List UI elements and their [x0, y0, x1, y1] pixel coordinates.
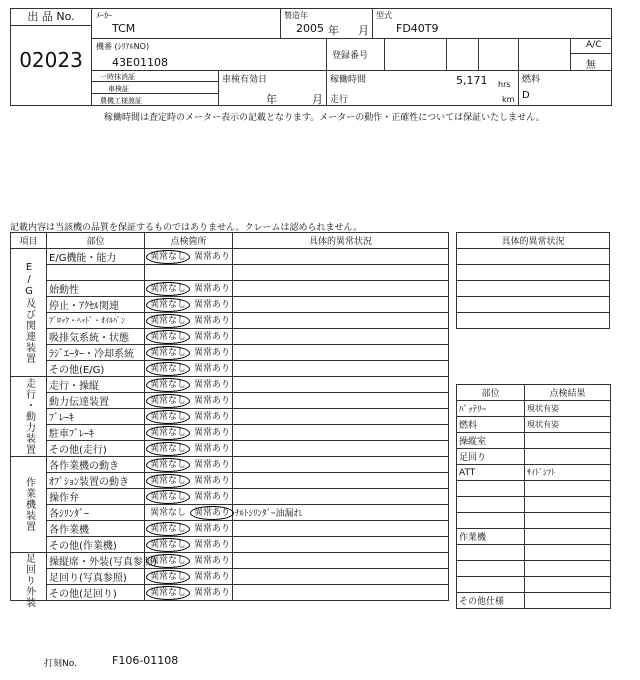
column-header: 点検箇所: [145, 233, 233, 249]
result-cell: [525, 577, 611, 593]
detail-cell: [233, 537, 449, 553]
part-cell: E/G機能・能力: [47, 249, 145, 265]
ng-option[interactable]: 異常あり: [190, 506, 234, 520]
ok-option[interactable]: 異常なし: [146, 314, 190, 328]
result-cell: [525, 433, 611, 449]
part-cell: 駐車ﾌﾞﾚｰｷ: [47, 425, 145, 441]
detail-cell: [233, 585, 449, 601]
part-cell: ｵﾌﾟｼｮﾝ装置の動き: [47, 473, 145, 489]
part-cell: ﾗｼﾞｴｰﾀｰ・冷却系統: [47, 345, 145, 361]
check-cell: [145, 377, 233, 393]
hours-label: 稼働時間: [330, 75, 367, 85]
result-cell: [525, 449, 611, 465]
ok-option[interactable]: 異常なし: [146, 442, 190, 456]
table-row: [11, 313, 449, 329]
part-cell: ﾊﾞｯﾃﾘｰ: [457, 401, 525, 417]
part-cell: その他(作業機): [47, 537, 145, 553]
part-cell: ﾌﾞﾛｯｸ・ﾍｯﾄﾞ・ｵｲﾙﾊﾟﾝ: [47, 313, 145, 329]
table-header-row: [11, 233, 449, 249]
detail-cell: [233, 425, 449, 441]
column-header: 部位: [457, 385, 525, 401]
result-cell: ｻｲﾄﾞｼﾌﾄ: [525, 465, 611, 481]
part-cell: [457, 577, 525, 593]
ok-option[interactable]: 異常なし: [146, 282, 190, 296]
result-cell: 現状有姿: [525, 417, 611, 433]
table-row: [11, 377, 449, 393]
divider: [518, 70, 519, 106]
ng-option[interactable]: 異常あり: [194, 427, 231, 438]
part-cell: 始動性: [47, 281, 145, 297]
check-cell: [145, 441, 233, 457]
part-cell: [457, 561, 525, 577]
table-row: [11, 553, 449, 569]
table-row: [457, 249, 610, 265]
ok-option[interactable]: 異常なし: [146, 410, 190, 424]
check-cell: [145, 569, 233, 585]
check-cell: [145, 313, 233, 329]
table-row: [11, 521, 449, 537]
model-label: 型式: [376, 11, 392, 20]
divider: [326, 38, 327, 70]
divider: [570, 38, 571, 70]
detail-cell: [233, 457, 449, 473]
table-row: [11, 585, 449, 601]
detail-cell: [233, 521, 449, 537]
ok-option[interactable]: 異常なし: [146, 458, 190, 472]
table-header-row: [457, 233, 610, 249]
table-row: [457, 313, 610, 329]
ok-option[interactable]: 異常なし: [146, 378, 190, 392]
part-cell: [457, 545, 525, 561]
detail-cell: [233, 361, 449, 377]
part-cell: 作業機: [457, 529, 525, 545]
header-row2-line: [92, 70, 612, 71]
table-row: [457, 561, 611, 577]
ng-option[interactable]: 異常あり: [194, 475, 231, 486]
table-row: [11, 329, 449, 345]
table-row: [11, 361, 449, 377]
detail-cell: [233, 569, 449, 585]
part-cell: [457, 513, 525, 529]
detail-cell: [233, 489, 449, 505]
check-cell: [145, 473, 233, 489]
part-cell: 操作弁: [47, 489, 145, 505]
detail-cell: [233, 441, 449, 457]
detail-cell: [233, 393, 449, 409]
stamp-label: 打刻No.: [44, 659, 77, 669]
group-label: 作業機装置: [11, 457, 47, 553]
result-cell: [525, 545, 611, 561]
detail-cell: [457, 281, 610, 297]
result-cell: [525, 529, 611, 545]
table-row: [457, 417, 611, 433]
result-cell: 現状有姿: [525, 401, 611, 417]
maker-label: ﾒｰｶｰ: [96, 11, 112, 20]
detail-cell: [233, 249, 449, 265]
serial-value: 43E01108: [112, 56, 168, 69]
detail-cell: [457, 297, 610, 313]
check-cell: [145, 537, 233, 553]
ng-option[interactable]: 異常あり: [194, 331, 231, 342]
ok-option[interactable]: 異常なし: [146, 570, 190, 584]
check-cell: [145, 505, 233, 521]
km-unit: km: [502, 95, 515, 104]
ng-option[interactable]: 異常あり: [194, 315, 231, 326]
ok-option[interactable]: 異常なし: [146, 538, 190, 552]
table-row: [11, 489, 449, 505]
check-cell: [145, 409, 233, 425]
ok-option[interactable]: 異常なし: [146, 250, 190, 264]
part-cell: 各ｼﾘﾝﾀﾞｰ: [47, 505, 145, 521]
table-row: [457, 281, 610, 297]
part-cell: ATT: [457, 465, 525, 481]
divider: [384, 38, 385, 70]
ok-option[interactable]: 異常なし: [146, 490, 190, 504]
inspection-label: 車検有効日: [222, 75, 268, 85]
part-cell: [47, 265, 145, 281]
inspection-result-table: [456, 384, 611, 609]
detail-cell: [457, 313, 610, 329]
check-cell: [145, 457, 233, 473]
abnormal-detail-table: [456, 232, 610, 329]
ok-option[interactable]: 異常なし: [146, 346, 190, 360]
part-cell: その他(E/G): [47, 361, 145, 377]
ok-option[interactable]: 異常なし: [146, 330, 190, 344]
ng-option[interactable]: 異常あり: [194, 411, 231, 422]
table-row: [457, 545, 611, 561]
hours-note: 稼働時間は査定時のメーター表示の記載となります。メーターの動作・正確性については保証いたしません。: [104, 113, 545, 123]
ok-option[interactable]: 異常なし: [146, 426, 190, 440]
table-row: [11, 569, 449, 585]
part-cell: 各作業機の動き: [47, 457, 145, 473]
divider: [446, 38, 447, 70]
check-cell: [145, 521, 233, 537]
fuel-value: D: [522, 90, 530, 101]
table-row: [457, 265, 610, 281]
ng-option[interactable]: 異常あり: [194, 379, 231, 390]
table-row: [457, 449, 611, 465]
ac-label: A/C: [586, 40, 602, 50]
table-row: [11, 457, 449, 473]
table-row: [11, 537, 449, 553]
part-cell: 走行・操縦: [47, 377, 145, 393]
part-cell: その他仕様: [457, 593, 525, 609]
ok-option[interactable]: 異常なし: [146, 362, 190, 376]
divider: [518, 38, 519, 70]
column-header: 具体的異常状況: [233, 233, 449, 249]
travel-label: 走行: [330, 95, 349, 105]
ng-option[interactable]: 異常あり: [194, 539, 231, 550]
insp-month-unit: 月: [312, 93, 323, 106]
inspection-table: [10, 232, 449, 608]
serial-label: 機番 (ｼﾘｱﾙNO): [96, 42, 150, 51]
ng-option[interactable]: 異常あり: [194, 555, 231, 566]
check-cell: [145, 393, 233, 409]
check-cell: [145, 489, 233, 505]
ng-option[interactable]: 異常あり: [194, 571, 231, 582]
model-value: FD40T9: [396, 22, 439, 35]
table-row: [11, 441, 449, 457]
ok-option[interactable]: 異常なし: [146, 394, 190, 408]
check-cell: [145, 297, 233, 313]
divider: [570, 53, 612, 54]
part-cell: 足回り(写真参照): [47, 569, 145, 585]
ok-option[interactable]: 異常なし: [146, 554, 190, 568]
ng-option[interactable]: 異常あり: [194, 523, 231, 534]
table-row: [11, 473, 449, 489]
ok-option[interactable]: 異常なし: [146, 474, 190, 488]
disclaimer: 記載内容は当該機の品質を保証するものではありません。クレームは認められません。: [10, 223, 363, 233]
detail-cell: [233, 409, 449, 425]
table-row: [457, 577, 611, 593]
divider: [372, 8, 373, 38]
part-cell: 操縦室: [457, 433, 525, 449]
detail-cell: [233, 297, 449, 313]
divider: [326, 70, 327, 106]
table-row: [11, 409, 449, 425]
fuel-label: 燃料: [522, 75, 541, 85]
part-cell: 燃料: [457, 417, 525, 433]
ac-value: 無: [586, 60, 596, 71]
detail-cell: [233, 553, 449, 569]
part-cell: 動力伝達装置: [47, 393, 145, 409]
ng-option[interactable]: 異常あり: [194, 443, 231, 454]
table-row: [457, 401, 611, 417]
table-row: [11, 425, 449, 441]
table-row: [11, 265, 449, 281]
group-label: E/G及び関連装置: [11, 249, 47, 377]
group-label: 足回り外装: [11, 553, 47, 601]
check-cell: [145, 585, 233, 601]
table-row: [457, 529, 611, 545]
table-header-row: [457, 385, 611, 401]
insp-year-unit: 年: [266, 93, 277, 106]
table-row: [457, 465, 611, 481]
result-cell: [525, 497, 611, 513]
ng-option[interactable]: 異常あり: [194, 299, 231, 310]
ng-option[interactable]: 異常あり: [194, 459, 231, 470]
part-cell: ﾌﾞﾚｰｷ: [47, 409, 145, 425]
result-cell: [525, 561, 611, 577]
hours-value: 5,171: [456, 74, 488, 87]
detail-cell: [233, 377, 449, 393]
table-row: [11, 393, 449, 409]
table-row: [11, 505, 449, 521]
table-row: [457, 593, 611, 609]
reg-label: 登録番号: [332, 51, 369, 61]
result-cell: [525, 513, 611, 529]
table-row: [457, 481, 611, 497]
ng-option[interactable]: 異常あり: [194, 283, 231, 294]
column-header: 部位: [47, 233, 145, 249]
ng-option[interactable]: 異常あり: [194, 363, 231, 374]
detail-cell: [233, 329, 449, 345]
table-row: [457, 433, 611, 449]
check-cell: [145, 329, 233, 345]
ok-option[interactable]: 異常なし: [146, 298, 190, 312]
check-cell: [145, 281, 233, 297]
divider: [280, 8, 281, 38]
check-cell: [145, 265, 233, 281]
ng-option[interactable]: 異常あり: [194, 251, 231, 262]
result-cell: [525, 593, 611, 609]
table-row: [11, 249, 449, 265]
item-no-value: 02023: [19, 48, 83, 72]
column-header: 具体的異常状況: [457, 233, 610, 249]
ok-option[interactable]: 異常なし: [146, 586, 190, 600]
tractor-cert-label: 農機工様渡証: [100, 97, 142, 105]
detail-cell: [233, 281, 449, 297]
detail-cell: [233, 345, 449, 361]
group-label: 走行・動力装置: [11, 377, 47, 457]
column-header: 点検結果: [525, 385, 611, 401]
table-row: [457, 497, 611, 513]
hours-unit: hrs: [498, 80, 511, 89]
ok-option[interactable]: 異常なし: [150, 507, 187, 518]
detail-cell: [457, 265, 610, 281]
ok-option[interactable]: 異常なし: [146, 522, 190, 536]
month-unit: 月: [358, 24, 369, 37]
check-cell: [145, 425, 233, 441]
table-row: [11, 345, 449, 361]
part-cell: 各作業機: [47, 521, 145, 537]
part-cell: その他(走行): [47, 441, 145, 457]
part-cell: [457, 481, 525, 497]
table-row: [457, 513, 611, 529]
detail-cell: [233, 313, 449, 329]
check-cell: [145, 553, 233, 569]
header-row1-line: [92, 38, 612, 39]
part-cell: その他(足回り): [47, 585, 145, 601]
check-cell: [145, 345, 233, 361]
part-cell: [457, 497, 525, 513]
table-row: [11, 297, 449, 313]
part-cell: 吸排気系統・状態: [47, 329, 145, 345]
part-cell: 停止・ｱｸｾﾙ関連: [47, 297, 145, 313]
table-row: [11, 281, 449, 297]
result-cell: [525, 481, 611, 497]
column-header: 項目: [11, 233, 47, 249]
divider: [478, 38, 479, 70]
check-cell: [145, 361, 233, 377]
item-no-label: 出 品 No.: [10, 8, 92, 26]
ng-option[interactable]: 異常あり: [194, 395, 231, 406]
temp-cert-label: 一時抹消証: [100, 73, 135, 81]
table-row: [457, 297, 610, 313]
detail-cell: [233, 473, 449, 489]
year-label: 製造年: [284, 11, 308, 20]
stamp-value: F106-01108: [112, 654, 179, 667]
vehicle-cert-label: 車検証: [108, 85, 129, 93]
detail-cell: [233, 265, 449, 281]
year-unit: 年: [328, 24, 339, 37]
maker-value: TCM: [112, 22, 136, 35]
ng-option[interactable]: 異常あり: [194, 347, 231, 358]
ng-option[interactable]: 異常あり: [194, 491, 231, 502]
part-cell: 操縦席・外装(写真参照): [47, 553, 145, 569]
detail-cell: [457, 249, 610, 265]
part-cell: 足回り: [457, 449, 525, 465]
year-value: 2005: [296, 22, 324, 35]
check-cell: [145, 249, 233, 265]
detail-cell: ﾁﾙﾄｼﾘﾝﾀﾞｰ油漏れ: [233, 505, 449, 521]
divider: [218, 70, 219, 106]
ng-option[interactable]: 異常あり: [194, 587, 231, 598]
